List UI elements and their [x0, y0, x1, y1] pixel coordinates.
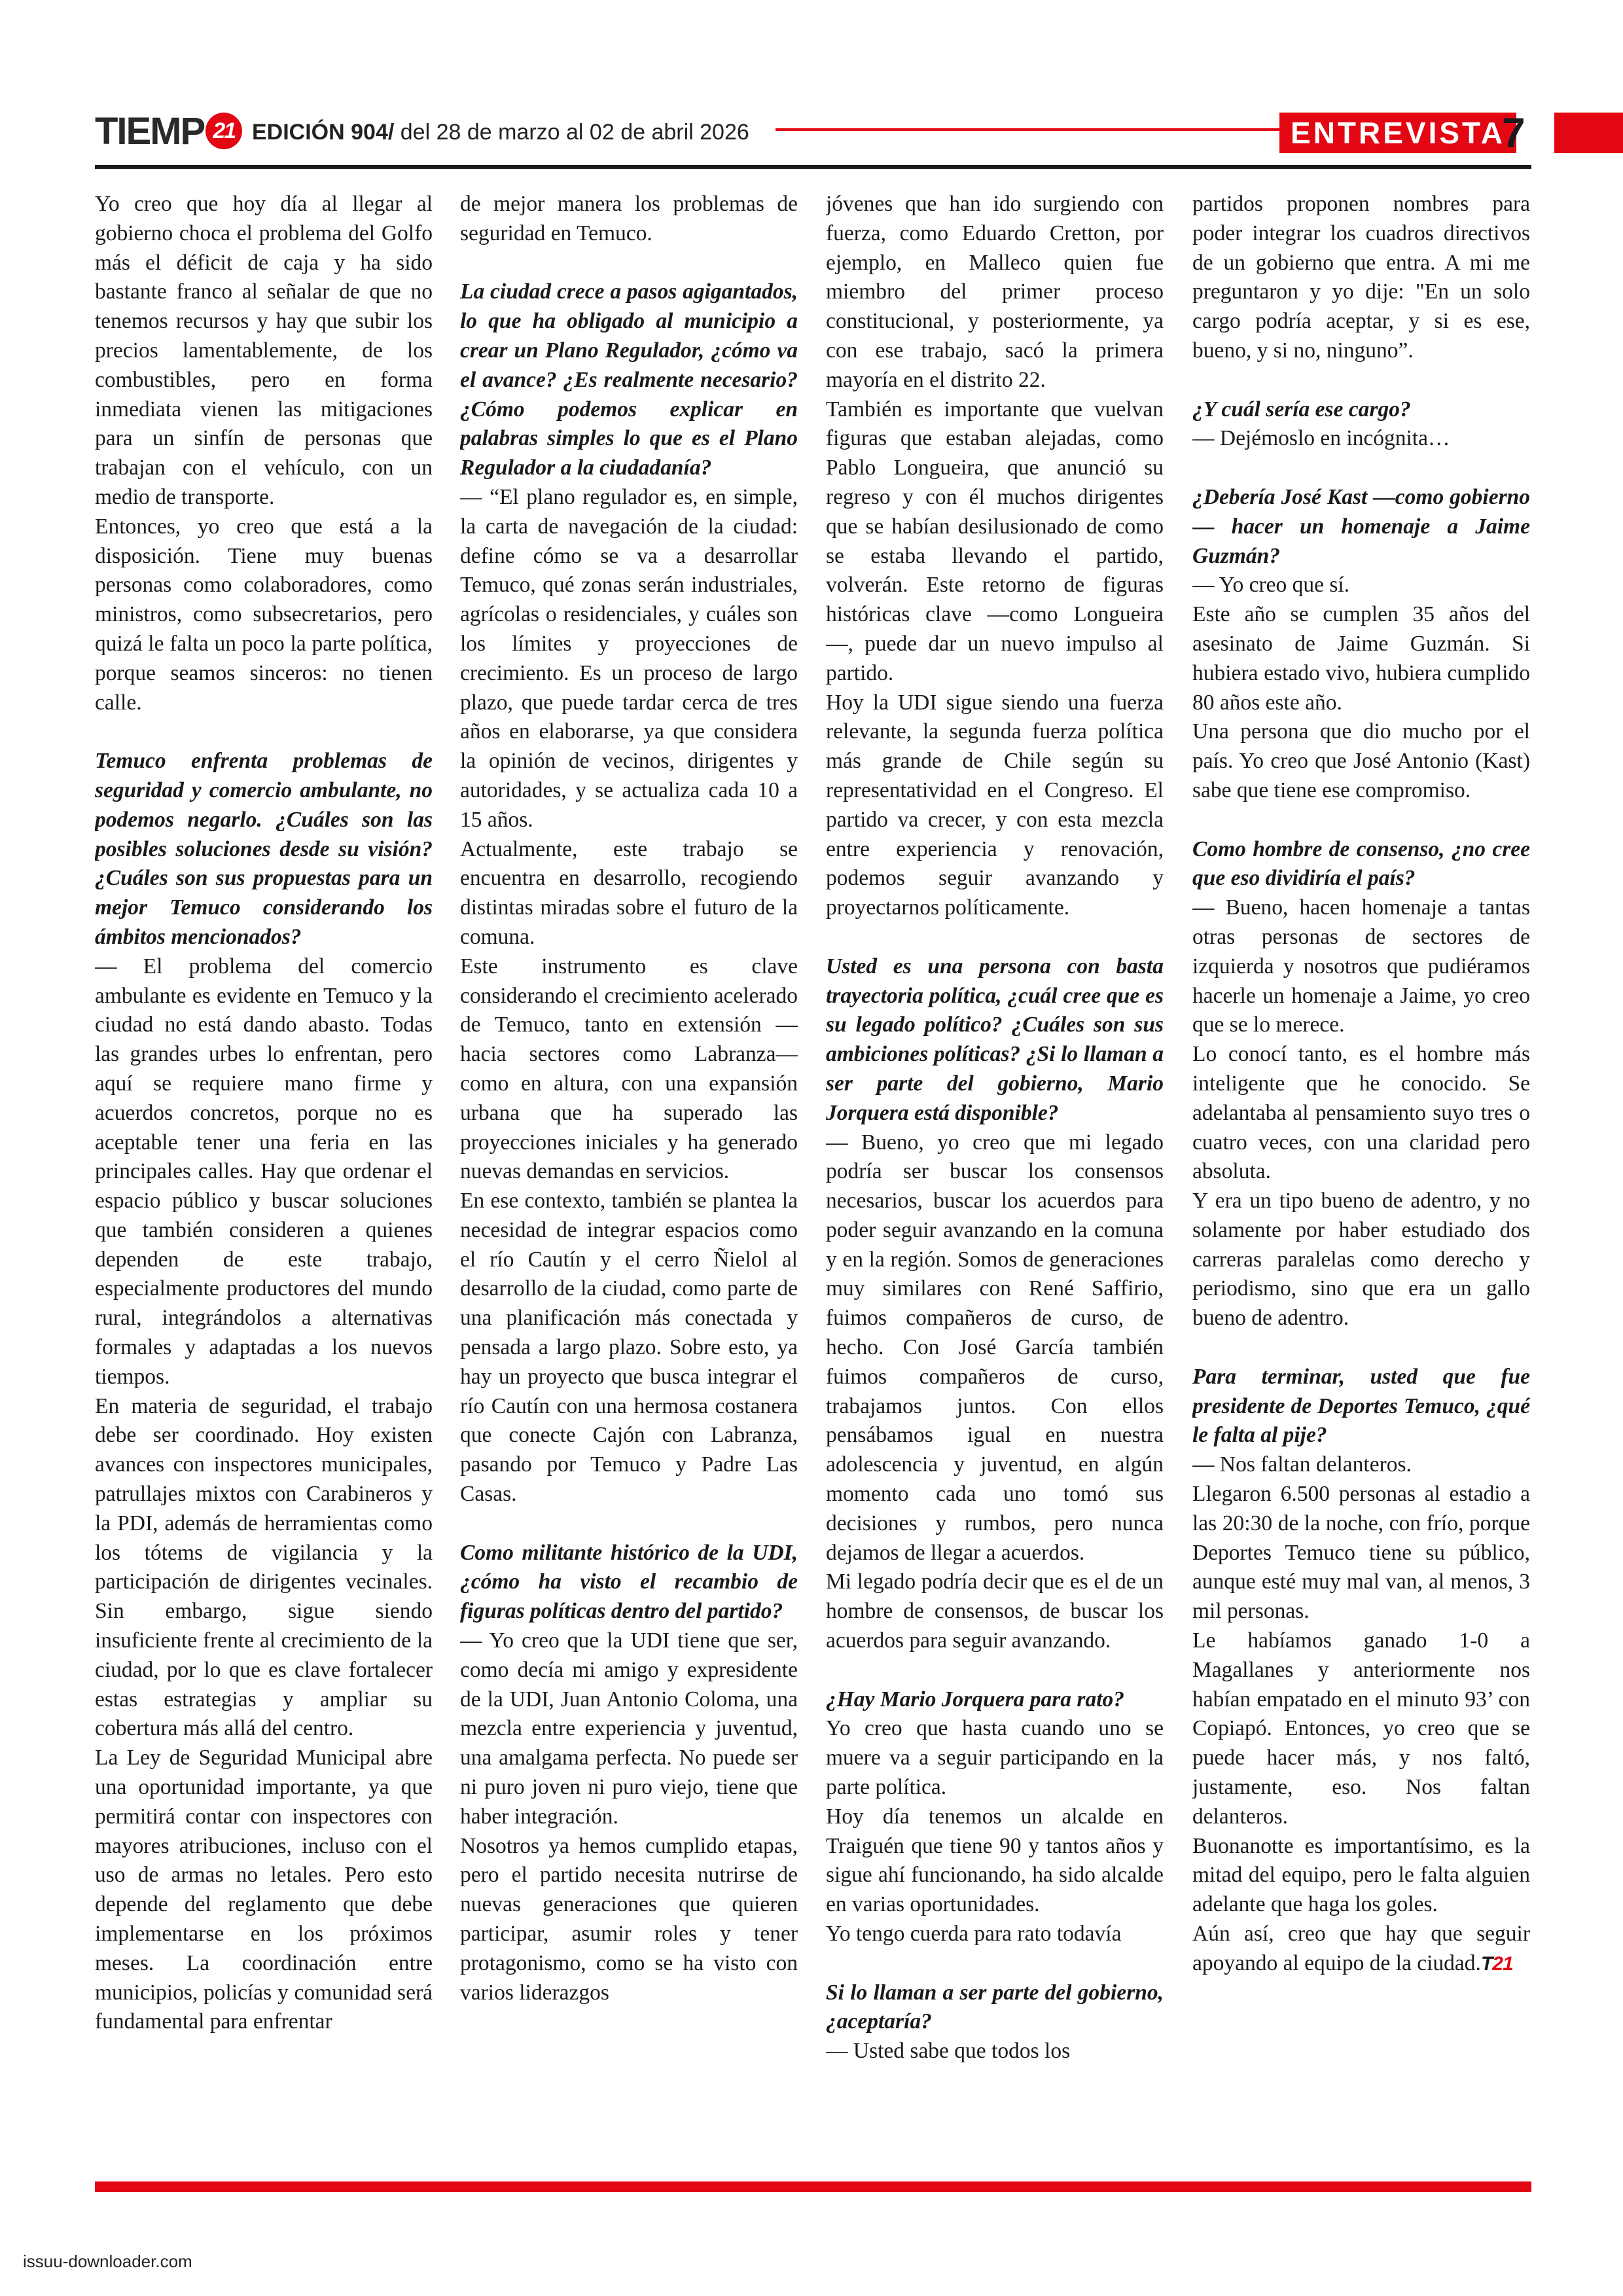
- question-paragraph: ¿Debería José Kast —como gobierno— hacer un homenaje a Jaime Guzmán?: [1192, 484, 1530, 568]
- body-paragraph: Entonces, yo creo que está a la disposición. Tiene muy buenas personas como colaboradores, como ministros, como subsecretarios, pero quizá le falta un poco la parte política, porque seamos sinceros: no tienen calle.: [95, 514, 433, 715]
- body-paragraph: jóvenes que han ido surgiendo con fuerza, como Eduardo Cretton, por ejemplo, en Malleco quien fue miembro del primer proceso constitucional, y posteriormente, ya con ese trabajo, sacó la primera mayoría en el distrito 22.: [826, 192, 1164, 392]
- article-column-1: [95, 190, 433, 2153]
- watermark: issuu-downloader.com: [23, 2251, 192, 2271]
- body-paragraph: Llegaron 6.500 personas al estadio a las 20:30 de la noche, con frío, porque Deportes Temuco tiene su público, aunque esté muy mal van, al menos, 3 mil personas.: [1192, 1482, 1530, 1624]
- article-column-3: [826, 190, 1164, 2153]
- page-number-box: [1554, 113, 1623, 153]
- body-paragraph: — Yo creo que sí.: [1192, 573, 1350, 598]
- edition-label: EDICIÓN 904/: [252, 120, 395, 145]
- body-paragraph: partidos proponen nombres para poder integrar los cuadros directivos de un gobierno que entra. A mi me preguntaron y yo dije: "En un solo cargo podría aceptar, y si es ese, bueno, y si no, ninguno”.: [1192, 192, 1530, 363]
- body-paragraph: Hoy día tenemos un alcalde en Traiguén que tiene 90 y tantos años y sigue ahí funcionando, ha sido alcalde en varias oportunidades.: [826, 1804, 1164, 1917]
- body-paragraph: Hoy la UDI sigue siendo una fuerza relevante, la segunda fuerza política más grande de Chile según su representatividad en el Congreso. El partido va crecer, y con esta mezcla entre experiencia y renovación, podemos seguir avanzando y proyectarnos políticamente.: [826, 690, 1164, 920]
- body-paragraph: Yo creo que hasta cuando uno se muere va a seguir participando en la parte política.: [826, 1716, 1164, 1800]
- article-column-2: [460, 190, 798, 2153]
- question-paragraph: Temuco enfrenta problemas de seguridad y comercio ambulante, no podemos negarlo. ¿Cuáles son las posibles soluciones desde su visión? ¿Cuáles son sus propuestas para un mejor Temuco considerando los ámbitos mencionados?: [95, 749, 433, 949]
- body-paragraph: Yo creo que hoy día al llegar al gobierno choca el problema del Golfo más el déficit de caja y ha sido bastante franco al señalar de que no tenemos recursos y hay que subir los precios lamentablemente, de los combustibles, pero en forma inmediata vienen las mitigaciones para un sinfín de personas que trabajan con el vehículo, con un medio de transporte.: [95, 192, 433, 509]
- question-paragraph: Como hombre de consenso, ¿no cree que eso dividiría el país?: [1192, 836, 1530, 891]
- body-paragraph: La Ley de Seguridad Municipal abre una oportunidad importante, ya que permitirá contar con inspectores con mayores atribuciones, incluso con el uso de armas no letales. Pero esto depende del reglamento que debe implementarse en los próximos meses. La coordinación entre municipios, policías y comunidad será fundamental para enfrentar: [95, 1746, 433, 2034]
- body-paragraph: — Yo creo que la UDI tiene que ser, como decía mi amigo y expresidente de la UDI, Juan Antonio Coloma, una mezcla entre experiencia y juventud, una amalgama perfecta. No puede ser ni puro joven ni puro viejo, tiene que haber integración.: [460, 1628, 798, 1829]
- body-paragraph: Le habíamos ganado 1-0 a Magallanes y anteriormente nos habían empatado en el minuto 93’ con Copiapó. Entonces, yo creo que se puede hacer más, y nos faltó, justamente, eso. Nos faltan delanteros.: [1192, 1628, 1530, 1829]
- page-number: 7: [1502, 109, 1525, 156]
- publication-logo: TIEMP 21: [95, 113, 242, 151]
- logo-badge: 21: [205, 113, 242, 149]
- body-paragraph: En materia de seguridad, el trabajo debe ser coordinado. Hoy existen avances con inspectores municipales, patrullajes mixtos con Carabineros y la PDI, además de herramientas como los tótems de vigilancia y la participación de dirigentes vecinales. Sin embargo, sigue siendo insuficiente frente al crecimiento de la ciudad, por lo que es clave fortalecer estas estrategias y ampliar su cobertura más allá del centro.: [95, 1393, 433, 1741]
- question-paragraph: Como militante histórico de la UDI, ¿cómo ha visto el recambio de figuras políticas dentro del partido?: [460, 1540, 798, 1624]
- question-paragraph: Si lo llaman a ser parte del gobierno, ¿aceptaría?: [826, 1980, 1164, 2034]
- edition-info: [252, 119, 749, 145]
- body-paragraph: En ese contexto, también se plantea la necesidad de integrar espacios como el río Cautín y el cerro Ñielol al desarrollo de la ciudad, como parte de una planificación más conectada y pensada a largo plazo. Sobre esto, ya hay un proyecto que busca integrar el río Cautín con una hermosa costanera que conecte Cajón con Labranza, pasando por Temuco y Padre Las Casas.: [460, 1189, 798, 1507]
- body-paragraph: Mi legado podría decir que es el de un hombre de consensos, de buscar los acuerdos para seguir avanzando.: [826, 1570, 1164, 1653]
- body-paragraph: Actualmente, este trabajo se encuentra en desarrollo, recogiendo distintas miradas sobre el futuro de la comuna.: [460, 836, 798, 949]
- body-paragraph: — El problema del comercio ambulante es evidente en Temuco y la ciudad no está dando abasto. Todas las grandes urbes lo enfrentan, pero aquí se requiere mano firme y acuerdos concretos, porque no es aceptable tener una feria en las principales calles. Hay que ordenar el espacio público y buscar soluciones que también consideren a quienes dependen de este trabajo, especialmente productores del mundo rural, integrándolos a alternativas formales y adaptadas a los nuevos tiempos.: [95, 954, 433, 1389]
- footer-rule: [95, 2181, 1531, 2192]
- page-header: [95, 109, 1535, 170]
- body-paragraph: Nosotros ya hemos cumplido etapas, pero el partido necesita nutrirse de nuevas generaciones que quieren participar, asumir roles y tener protagonismo, como se ha visto con varios liderazgos: [460, 1833, 798, 2005]
- question-paragraph: Usted es una persona con basta trayectoria política, ¿cuál cree que es su legado político? ¿Cuáles son sus ambiciones políticas? ¿Si lo llaman a ser parte del gobierno, Mario Jorquera está disponible?: [826, 954, 1164, 1125]
- body-paragraph: Aún así, creo que hay que seguir apoyando al equipo de la ciudad.T21: [1192, 1922, 1530, 1975]
- body-paragraph: Yo tengo cuerda para rato todavía: [826, 1922, 1122, 1946]
- body-paragraph: — Bueno, yo creo que mi legado podría ser buscar los consensos necesarios, buscar los acuerdos para poder seguir avanzando en la comuna y en la región. Somos de generaciones muy similares con René Saffirio, fuimos compañeros de curso, de hecho. Con José García también fuimos compañeros de curso, trabajamos juntos. Con ellos pensábamos igual en nuestra adolescencia y juventud, en algún momento cada uno tomó sus decisiones y rumbos, pero nunca dejamos de llegar a acuerdos.: [826, 1130, 1164, 1565]
- body-paragraph: — “El plano regulador es, en simple, la carta de navegación de la ciudad: define cómo se va a desarrollar Temuco, qué zonas serán industriales, agrícolas o residenciales, y cuáles son los límites y proyecciones de crecimiento. Es un proceso de largo plazo, que puede tardar cerca de tres años en elaborarse, ya que considera la opinión de vecinos, dirigentes y autoridades, y se actualiza cada 10 a 15 años.: [460, 484, 798, 832]
- header-rule: [95, 165, 1531, 169]
- body-paragraph: — Nos faltan delanteros.: [1192, 1452, 1412, 1477]
- body-paragraph: Y era un tipo bueno de adentro, y no solamente por haber estudiado dos carreras paralelas como derecho y periodismo, sino que era un gallo bueno de adentro.: [1192, 1189, 1530, 1331]
- edition-dates: del 28 de marzo al 02 de abril 2026: [394, 120, 749, 145]
- end-mark-logo: T21: [1480, 1952, 1513, 1975]
- body-paragraph: Este instrumento es clave considerando el crecimiento acelerado de Temuco, tanto en extensión —hacia sectores como Labranza— como en altura, con una expansión urbana que ha superado las proyecciones iniciales y ha generado nuevas demandas en servicios.: [460, 954, 798, 1184]
- question-paragraph: ¿Hay Mario Jorquera para rato?: [826, 1687, 1125, 1712]
- body-paragraph: — Bueno, hacen homenaje a tantas otras personas de sectores de izquierda y nosotros que pudiéramos hacerle un homenaje a Jaime, yo creo que se lo merece.: [1192, 895, 1530, 1037]
- body-paragraph: — Usted sabe que todos los: [826, 2039, 1071, 2064]
- header-red-line: [776, 128, 1279, 131]
- question-paragraph: La ciudad crece a pasos agigantados, lo que ha obligado al municipio a crear un Plano Regulador, ¿cómo va el avance? ¿Es realmente necesario? ¿Cómo podemos explicar en palabras simples lo que es el Plano Regulador a la ciudadanía?: [460, 279, 798, 480]
- question-paragraph: Para terminar, usted que fue presidente de Deportes Temuco, ¿qué le falta al pije?: [1192, 1364, 1530, 1448]
- body-paragraph: de mejor manera los problemas de seguridad en Temuco.: [460, 192, 798, 245]
- question-paragraph: ¿Y cuál sería ese cargo?: [1192, 397, 1411, 422]
- body-paragraph: También es importante que vuelvan figuras que estaban alejadas, como Pablo Longueira, que anunció su regreso y con él muchos dirigentes que se habían desilusionado de como se estaba llevando el partido, volverán. Este retorno de figuras históricas clave —como Longueira —, puede dar un nuevo impulso al partido.: [826, 397, 1164, 685]
- body-paragraph: Una persona que dio mucho por el país. Yo creo que José Antonio (Kast) sabe que tiene ese compromiso.: [1192, 719, 1530, 802]
- body-paragraph: Lo conocí tanto, es el hombre más inteligente que he conocido. Se adelantaba al pensamiento suyo tres o cuatro veces, con una claridad pero absoluta.: [1192, 1042, 1530, 1184]
- body-paragraph: — Dejémoslo en incógnita…: [1192, 426, 1450, 451]
- section-label: ENTREVISTA: [1279, 113, 1516, 153]
- body-paragraph: Buonanotte es importantísimo, es la mitad del equipo, pero le falta alguien adelante que haga los goles.: [1192, 1833, 1530, 1917]
- body-paragraph: Este año se cumplen 35 años del asesinato de Jaime Guzmán. Si hubiera estado vivo, hubiera cumplido 80 años este año.: [1192, 602, 1530, 715]
- article-column-4: [1192, 190, 1530, 2153]
